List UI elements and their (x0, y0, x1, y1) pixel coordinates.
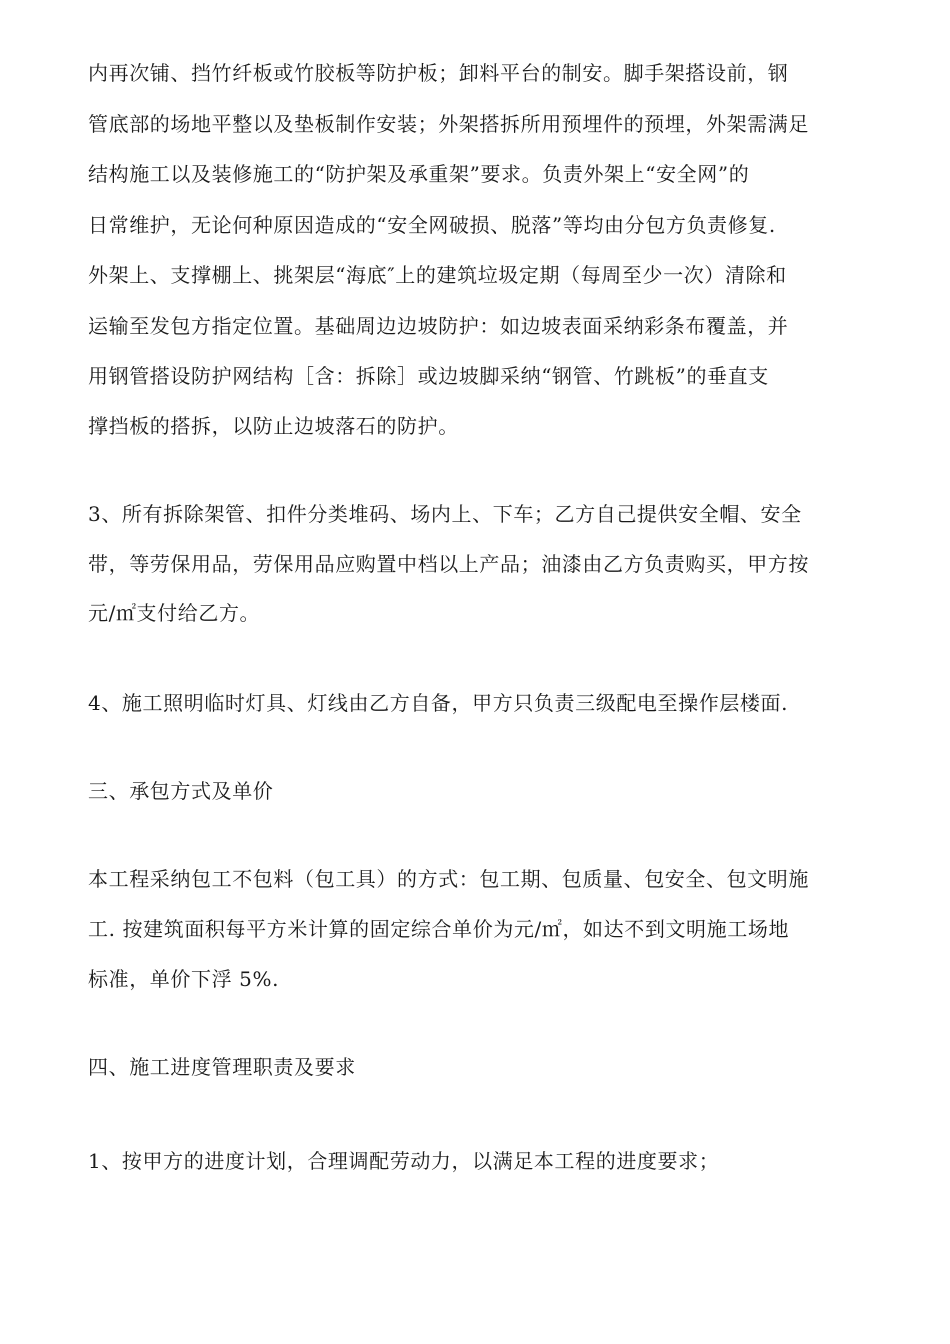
text-line: 结构施工以及装修施工的“防护架及承重架”要求。负责外架上“安全网”的 (88, 162, 750, 186)
text-line: 管底部的场地平整以及垫板制作安装；外架搭拆所用预埋件的预埋，外架需满足 (88, 112, 809, 136)
text-line: 元/㎡支付给乙方。 (88, 601, 261, 625)
text-line: 内再次铺、挡竹纤板或竹胶板等防护板；卸料平台的制安。脚手架搭设前，钢 (88, 61, 789, 85)
text-line: 工. 按建筑面积每平方米计算的固定综合单价为元/㎡，如达不到文明施工场地 (88, 917, 790, 941)
text-line: 标准，单价下浮 5%. (88, 967, 280, 991)
text-line: 带，等劳保用品，劳保用品应购置中档以上产品；油漆由乙方负责购买，甲方按 (88, 552, 809, 576)
text-line: 本工程采纳包工不包料（包工具）的方式：包工期、包质量、包安全、包文明施 (88, 867, 809, 891)
text-line: 1、按甲方的进度计划，合理调配劳动力，以满足本工程的进度要求； (88, 1149, 720, 1173)
text-line: 3、所有拆除架管、扣件分类堆码、场内上、下车；乙方自己提供安全帽、安全 (88, 502, 802, 526)
text-line: 撑挡板的搭拆，以防止边坡落石的防护。 (88, 414, 459, 438)
text-line: 4、施工照明临时灯具、灯线由乙方自备，甲方只负责三级配电至操作层楼面. (88, 691, 789, 715)
text-line: 外架上、支撑棚上、挑架层“海底″上的建筑垃圾定期（每周至少一次）清除和 (88, 263, 787, 287)
section-heading: 三、承包方式及单价 (88, 779, 274, 803)
text-line: 日常维护，无论何种原因造成的“安全网破损、脱落”等均由分包方负责修复. (88, 213, 776, 237)
section-heading: 四、施工进度管理职责及要求 (88, 1055, 356, 1079)
text-line: 运输至发包方指定位置。基础周边边坡防护：如边坡表面采纳彩条布覆盖，并 (88, 314, 789, 338)
text-line: 用钢管搭设防护网结构［含：拆除］或边坡脚采纳“钢管、竹跳板”的垂直支 (88, 364, 769, 388)
